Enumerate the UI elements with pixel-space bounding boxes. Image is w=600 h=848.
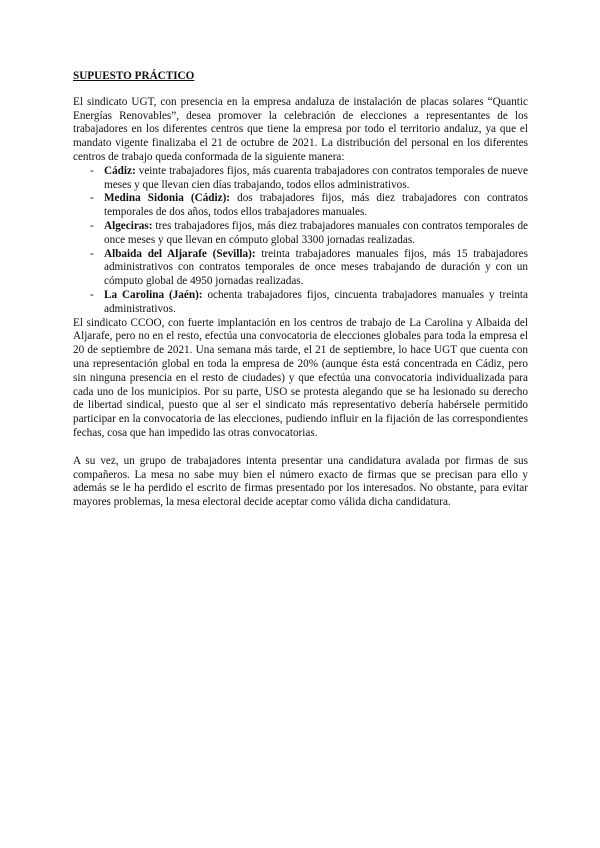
work-centers-list: [73, 165, 528, 317]
candidatura-paragraph: A su vez, un grupo de trabajadores intenta presentar una candidatura avalada por firmas de sus compañeros. La mesa no sabe muy bien el número exacto de firmas que se precisan para ello y además se le ha perdido el escrito de firmas presentado por los interesados. No obstante, para evitar mayores problemas, la mesa electoral decide aceptar como válida dicha candidatura.: [73, 454, 528, 509]
paragraph-spacer: [73, 441, 528, 455]
center-description: tres trabajadores fijos, más diez trabajadores manuales con contratos temporales de once meses y que llevan en cómputo global 3300 jornadas realizadas.: [104, 219, 528, 246]
list-item-cadiz: [73, 165, 528, 193]
list-item-albaida: [73, 248, 528, 289]
convocatoria-paragraph: El sindicato CCOO, con fuerte implantación en los centros de trabajo de La Carolina y Albaida del Aljarafe, pero no en el resto, efectúa una convocatoria de elecciones globales para toda la empresa el 20 de septiembre de 2021. Una semana más tarde, el 21 de septiembre, lo hace UGT que cuenta con una representación global en toda la empresa de 20% (aunque ésta está concentrada en Cádiz, pero sin ninguna presencia en el resto de ciudades) y que efectúa una convocatoria individualizada para cada uno de los municipios. Por su parte, USO se protesta alegando que se ha lesionado su derecho de libertad sindical, puesto que al ser el sindicato más representativo debería habérsele permitido participar en la convocatoria de las elecciones, pudiendo influir en la fijación de las correspondientes fechas, cosa que han impedido las otras convocatorias.: [73, 316, 528, 439]
center-description: treinta trabajadores manuales fijos, más 15 trabajadores administrativos con contratos temporales de once meses trabajando de duración y con un cómputo global de 4950 jornadas realizadas.: [104, 247, 528, 288]
list-item-medina-sidonia: [73, 192, 528, 220]
list-item-la-carolina: [73, 289, 528, 317]
center-name: Algeciras:: [104, 219, 153, 232]
center-name: La Carolina (Jaén):: [104, 288, 203, 301]
document-body: [73, 70, 528, 510]
center-name: Medina Sidonia (Cádiz):: [104, 192, 231, 205]
center-description: dos trabajadores fijos, más diez trabajadores con contratos temporales de dos años, todos ellos trabajadores manuales.: [104, 192, 529, 219]
center-description: ochenta trabajadores fijos, cincuenta trabajadores manuales y treinta administrativos.: [104, 288, 528, 315]
list-item-algeciras: [73, 220, 528, 248]
intro-paragraph: El sindicato UGT, con presencia en la empresa andaluza de instalación de placas solares “Quantic Energías Renovables”, desea promover la celebración de elecciones a representantes de los trabajadores en los diferentes centros que tiene la empresa por todo el territorio andaluz, ya que el mandato vigente finalizaba el 21 de octubre de 2021. La distribución del personal en los diferentes centros de trabajo queda conformada de la siguiente manera:: [73, 95, 528, 163]
center-description: veinte trabajadores fijos, más cuarenta trabajadores con contratos temporales de nueve meses y que llevan cien días trabajando, todos ellos administrativos.: [104, 164, 528, 191]
document-title: SUPUESTO PRÁCTICO: [73, 70, 195, 82]
center-name: Cádiz:: [104, 164, 136, 177]
center-name: Albaida del Aljarafe (Sevilla):: [104, 247, 256, 260]
